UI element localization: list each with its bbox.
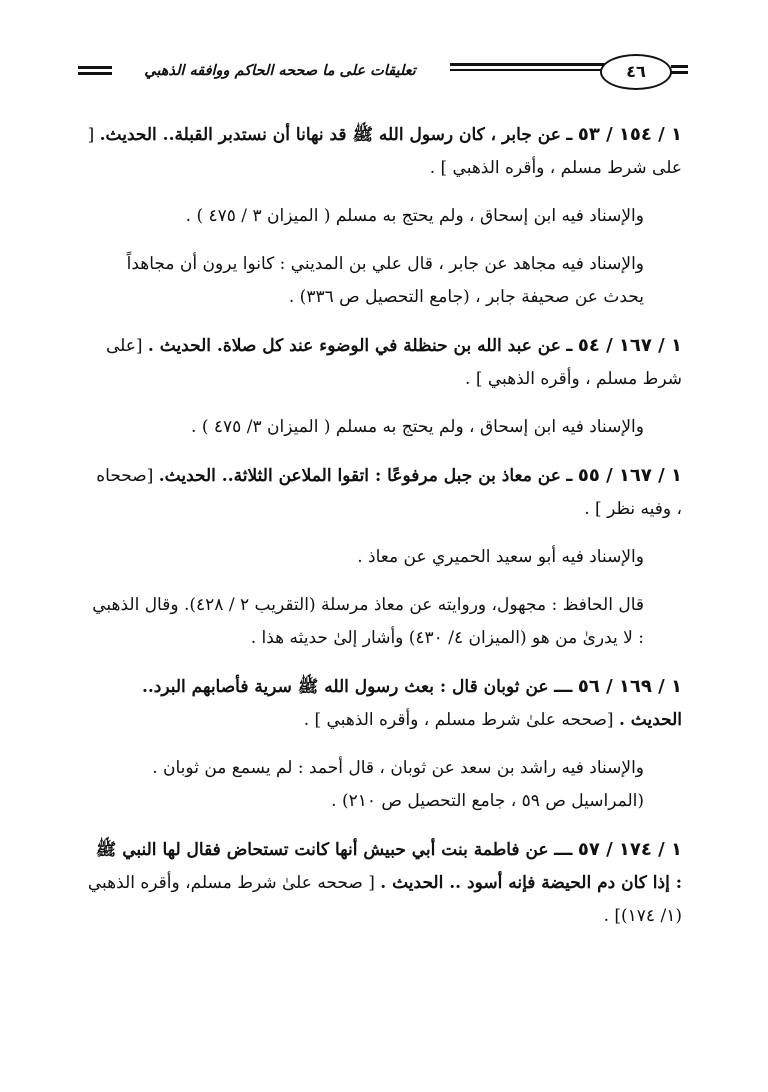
page-body <box>86 118 682 948</box>
entry-dash: ـ <box>566 124 573 145</box>
entry-dash: ـ <box>566 465 573 486</box>
hadith-entry-56 <box>86 670 682 737</box>
header-ornament-right <box>671 65 688 77</box>
isnad-note: والإسناد فيه أبو سعيد الحميري عن معاذ . <box>357 547 644 567</box>
ruling-comment: [ صححه علىٰ شرط مسلم، وأقره الذهبي (١/ ١٧٤)] . <box>87 873 682 926</box>
isnad-note: والإسناد فيه ابن إسحاق ، ولم يحتج به مسلم ( الميزان ٣/ ٤٧٥ ) . <box>191 417 644 437</box>
hadith-text: عن عبد الله بن حنظلة في الوضوء عند كل صلاة. الحديث . <box>147 336 561 356</box>
hadith-entry-57 <box>86 833 682 933</box>
ruling-comment: [على شرط مسلم ، وأقره الذهبي ] . <box>105 336 682 389</box>
entry-dash: ـ <box>566 335 573 356</box>
hadith-entry-55 <box>86 459 682 526</box>
isnad-note: والإسناد فيه راشد بن سعد عن ثوبان ، قال أحمد : لم يسمع من ثوبان . (المراسيل ص ٥٩ ، جامع التحصيل ص ٢١٠) . <box>152 758 644 811</box>
ruling-comment: [ على شرط مسلم ، وأقره الذهبي ] . <box>87 125 682 178</box>
running-title: تعليقات على ما صححه الحاكم ووافقه الذهبي <box>144 63 416 79</box>
entry-reference: ١ / ١٦٩ / ٥٦ <box>577 676 682 697</box>
entry-reference: ١ / ١٥٤ / ٥٣ <box>577 124 682 145</box>
page-number: ٤٦ <box>600 54 672 90</box>
page-header <box>78 52 688 96</box>
entry-dash: ـــ <box>553 839 573 860</box>
entry-reference: ١ / ١٦٧ / ٥٤ <box>577 335 682 356</box>
header-ornament-left <box>78 66 112 78</box>
entry-reference: ١ / ١٧٤ / ٥٧ <box>577 839 682 860</box>
hadith-text: عن معاذ بن جبل مرفوعًا : اتقوا الملاعن الثلاثة.. الحديث. <box>158 466 561 486</box>
hadith-entry-53 <box>86 118 682 185</box>
hadith-text: عن جابر ، كان رسول الله ﷺ قد نهانا أن نستدبر القبلة.. الحديث. <box>99 125 561 145</box>
hadith-text: عن ثوبان قال : بعث رسول الله ﷺ سرية فأصابهم البرد.. الحديث . <box>141 677 682 730</box>
hadith-entry-54 <box>86 329 682 396</box>
hadith-text: عن فاطمة بنت أبي حبيش أنها كانت تستحاض فقال لها النبي ﷺ : إذا كان دم الحيضة فإنه أسود .. الحديث . <box>95 840 682 893</box>
isnad-note: والإسناد فيه مجاهد عن جابر ، قال علي بن المديني : كانوا يرون أن مجاهداً يحدث عن صحيفة جابر ، (جامع التحصيل ص ٣٣٦) . <box>126 254 644 307</box>
isnad-note: والإسناد فيه ابن إسحاق ، ولم يحتج به مسلم ( الميزان ٣ / ٤٧٥ ) . <box>185 206 644 226</box>
ruling-comment: [صححه علىٰ شرط مسلم ، وأقره الذهبي ] . <box>303 710 614 730</box>
isnad-note: قال الحافظ : مجهول، وروايته عن معاذ مرسلة (التقريب ٢ / ٤٢٨). وقال الذهبي : لا يدرىٰ من هو (الميزان ٤/ ٤٣٠) وأشار إلىٰ حديثه هذا . <box>92 595 644 648</box>
entry-reference: ١ / ١٦٧ / ٥٥ <box>577 465 682 486</box>
ruling-comment: [صححاه ، وفيه نظر ] . <box>96 466 682 519</box>
entry-dash: ـــ <box>553 676 573 697</box>
